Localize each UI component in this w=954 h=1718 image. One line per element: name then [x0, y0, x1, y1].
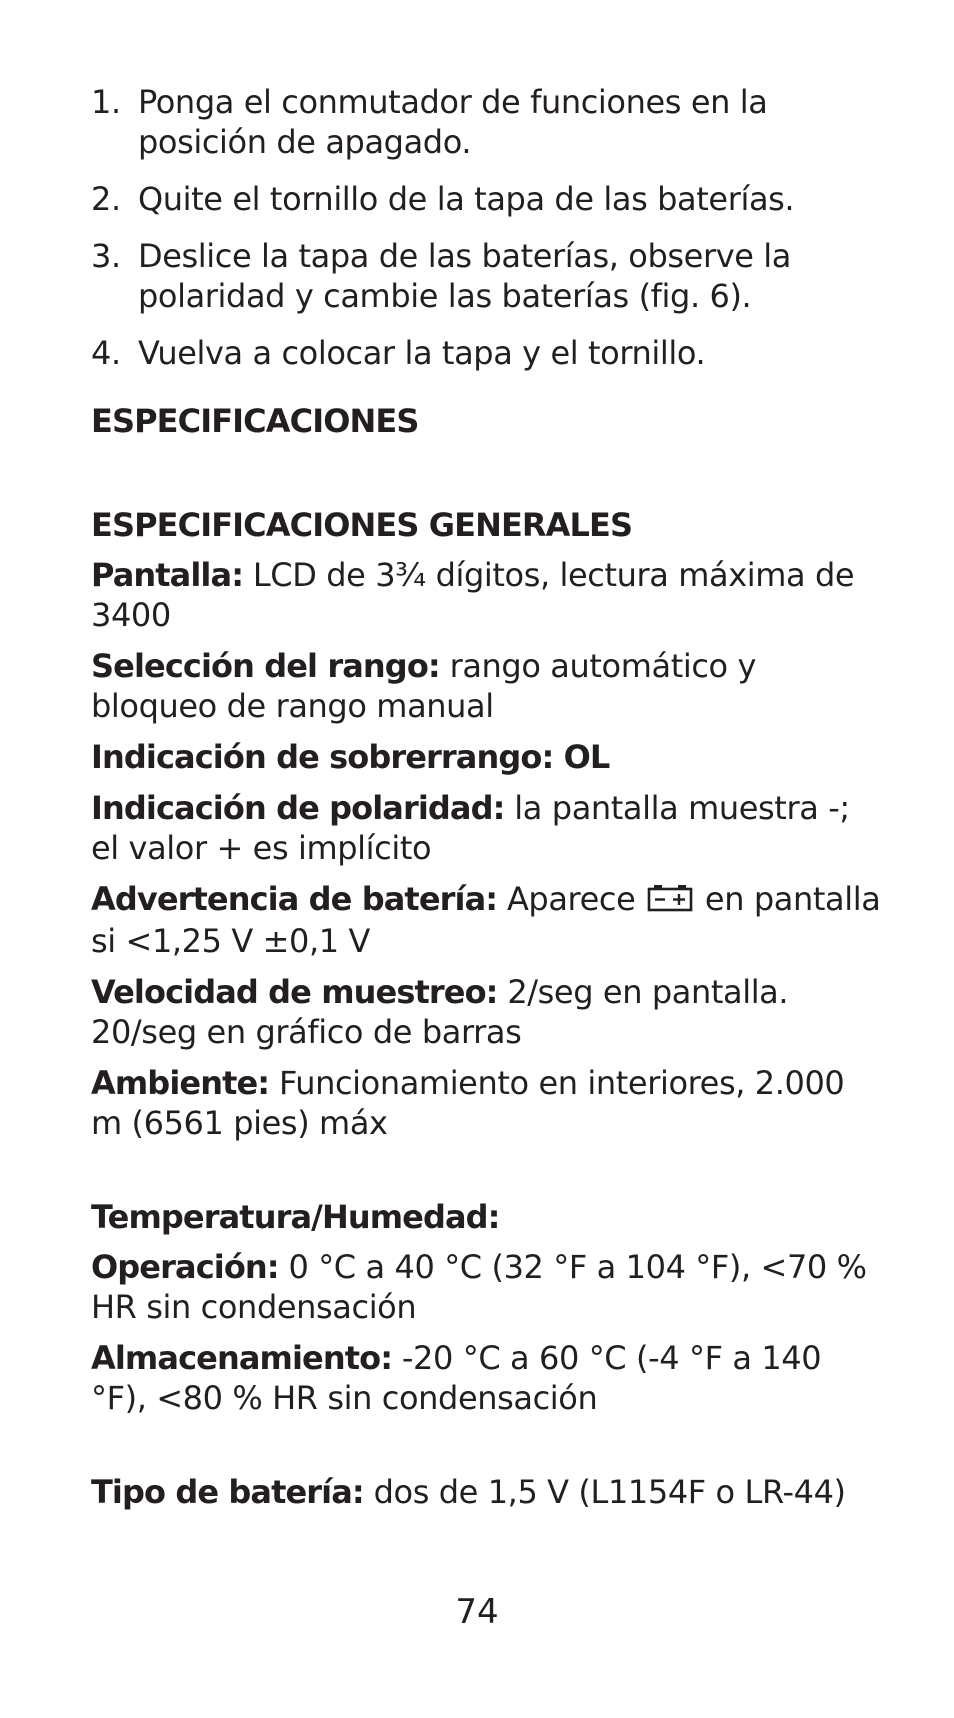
general-specifications-heading: ESPECIFICACIONES GENERALES — [91, 506, 633, 544]
spec-battery-warning — [91, 879, 881, 961]
step-3 — [91, 236, 881, 316]
step-1 — [91, 82, 881, 162]
spec-battery-type — [91, 1472, 881, 1512]
spec-storage — [91, 1338, 881, 1418]
step-text: Ponga el conmutador de funciones en la posición de apagado. — [138, 83, 768, 161]
page-number: 74 — [455, 1592, 499, 1632]
spec-value: Funcionamiento en interiores, 2.000 m (6561 pies) máx — [91, 1064, 845, 1142]
spec-value: Aparece — [497, 880, 646, 918]
spec-value: -20 °C a 60 °C (-4 °F a 140 °F), <80 % HR sin condensación — [91, 1339, 822, 1417]
spec-label: Pantalla: — [91, 556, 244, 594]
spec-label: Advertencia de batería: — [91, 880, 498, 918]
step-number: 2. — [91, 180, 121, 218]
spec-label: Operación: — [91, 1248, 279, 1286]
battery-icon — [647, 881, 693, 921]
step-number: 1. — [91, 83, 121, 121]
step-number: 3. — [91, 237, 121, 275]
spec-label: Almacenamiento: — [91, 1339, 393, 1377]
spec-value: en pantalla si <1,25 V ±0,1 V — [91, 880, 881, 960]
spec-value: LCD de 3¾ dígitos, lectura máxima de 3400 — [91, 556, 855, 634]
temperature-humidity-heading: Temperatura/Humedad: — [91, 1198, 500, 1236]
spec-value: rango automático y bloqueo de rango manual — [91, 647, 757, 725]
spec-value: 0 °C a 40 °C (32 °F a 104 °F), <70 % HR sin condensación — [91, 1248, 867, 1326]
spec-label: Selección del rango: — [91, 647, 440, 685]
step-4 — [91, 333, 881, 373]
spec-label: Indicación de sobrerrango: OL — [91, 738, 610, 776]
spec-label: Ambiente: — [91, 1064, 270, 1102]
spec-label: Tipo de batería: — [91, 1473, 364, 1511]
spec-label: Indicación de polaridad: — [91, 789, 505, 827]
spec-value: la pantalla muestra -; el valor + es implícito — [91, 789, 850, 867]
step-text: Deslice la tapa de las baterías, observe la polaridad y cambie las baterías (fig. 6). — [138, 237, 792, 315]
spec-sampling-rate — [91, 972, 881, 1052]
spec-polarity — [91, 788, 881, 868]
spec-operation — [91, 1247, 881, 1327]
spec-range-selection — [91, 646, 881, 726]
procedure-steps — [91, 82, 881, 373]
spec-environment — [91, 1063, 881, 1143]
step-text: Quite el tornillo de la tapa de las baterías. — [138, 180, 795, 218]
document-page — [91, 82, 881, 1523]
spec-value: dos de 1,5 V (L1154F o LR-44) — [363, 1473, 846, 1511]
spec-overrange — [91, 737, 881, 777]
spec-value: 2/seg en pantalla. 20/seg en gráfico de barras — [91, 973, 789, 1051]
spec-display — [91, 555, 881, 635]
step-text: Vuelva a colocar la tapa y el tornillo. — [138, 334, 706, 372]
spec-label: Velocidad de muestreo: — [91, 973, 498, 1011]
step-2 — [91, 179, 881, 219]
specifications-heading: ESPECIFICACIONES — [91, 402, 419, 440]
step-number: 4. — [91, 334, 121, 372]
